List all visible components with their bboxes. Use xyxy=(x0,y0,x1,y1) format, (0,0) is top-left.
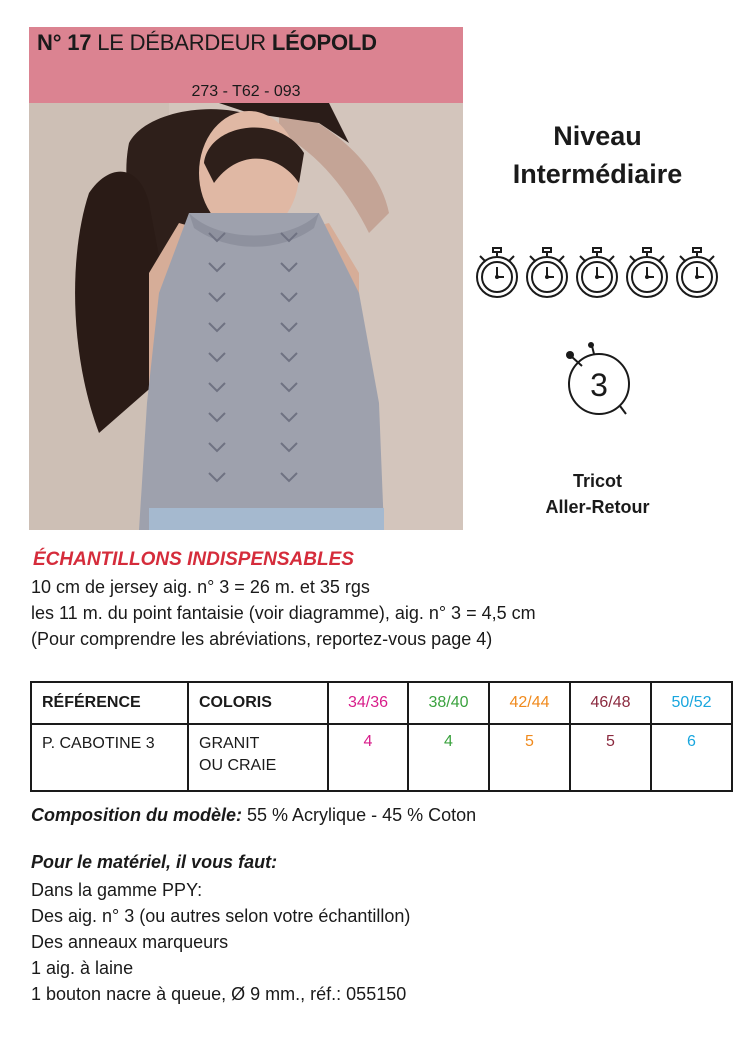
size-header: 42/44 xyxy=(489,682,570,724)
material-list xyxy=(31,877,410,1007)
material-item: Dans la gamme PPY: xyxy=(31,880,203,900)
size-header: 50/52 xyxy=(651,682,732,724)
yarn-table xyxy=(30,681,733,792)
yarn-table-header xyxy=(31,682,732,724)
needle-size-icon xyxy=(562,342,634,418)
composition-label: Composition du modèle: xyxy=(31,805,242,825)
needle-size-value: 3 xyxy=(590,367,608,403)
composition-value: 55 % Acrylique - 45 % Coton xyxy=(247,805,477,825)
material-item: 1 aig. à laine xyxy=(31,958,134,978)
material-item: 1 bouton nacre à queue, Ø 9 mm., réf.: 055150 xyxy=(31,984,407,1004)
yarn-quantity: 4 xyxy=(328,724,408,791)
samples-line: (Pour comprendre les abréviations, reportez-vous page 4) xyxy=(31,629,493,649)
pattern-name-prefix: LE DÉBARDEUR xyxy=(97,30,266,55)
yarn-quantity: 4 xyxy=(408,724,489,791)
table-row xyxy=(31,724,732,791)
material-heading: Pour le matériel, il vous faut: xyxy=(31,852,278,872)
technique-line2: Aller-Retour xyxy=(545,497,650,517)
knitting-technique xyxy=(470,468,725,520)
pattern-name: LÉOPOLD xyxy=(271,30,377,55)
model-photo xyxy=(29,103,463,530)
yarn-quantity: 5 xyxy=(570,724,651,791)
level-value: Intermédiaire xyxy=(512,159,683,189)
yarn-reference: P. CABOTINE 3 xyxy=(31,724,188,791)
samples-line: 10 cm de jersey aig. n° 3 = 26 m. et 35 rgs xyxy=(31,577,370,597)
stopwatch-icon xyxy=(574,246,620,300)
stopwatch-icon xyxy=(474,246,520,300)
level-label: Niveau xyxy=(553,121,642,151)
yarn-quantity: 5 xyxy=(489,724,570,791)
pattern-number: N° 17 xyxy=(37,30,92,55)
technique-line1: Tricot xyxy=(572,471,622,491)
size-header: 38/40 xyxy=(408,682,489,724)
yarn-colors xyxy=(188,724,328,791)
samples-text xyxy=(31,574,536,652)
size-header: 46/48 xyxy=(570,682,651,724)
stopwatch-icon xyxy=(524,246,570,300)
header-colors: COLORIS xyxy=(188,682,328,724)
yarn-color-line: GRANIT xyxy=(199,735,260,752)
stopwatch-icon xyxy=(674,246,720,300)
pattern-title xyxy=(37,30,377,56)
samples-line: les 11 m. du point fantaisie (voir diagramme), aig. n° 3 = 4,5 cm xyxy=(31,603,536,623)
yarn-color-line: OU CRAIE xyxy=(199,757,277,774)
samples-heading: ÉCHANTILLONS INDISPENSABLES xyxy=(33,549,354,570)
stopwatch-icon xyxy=(624,246,670,300)
material-item: Des anneaux marqueurs xyxy=(31,932,229,952)
material-item: Des aig. n° 3 (ou autres selon votre échantillon) xyxy=(31,906,411,926)
composition xyxy=(31,802,476,828)
model-photo-illustration xyxy=(29,103,463,530)
difficulty-level xyxy=(470,117,725,193)
size-header: 34/36 xyxy=(328,682,408,724)
reference-code: 273 - T62 - 093 xyxy=(191,83,301,100)
header-reference: RÉFÉRENCE xyxy=(31,682,188,724)
difficulty-timers xyxy=(474,246,720,300)
yarn-quantity: 6 xyxy=(651,724,732,791)
title-band xyxy=(29,27,463,103)
